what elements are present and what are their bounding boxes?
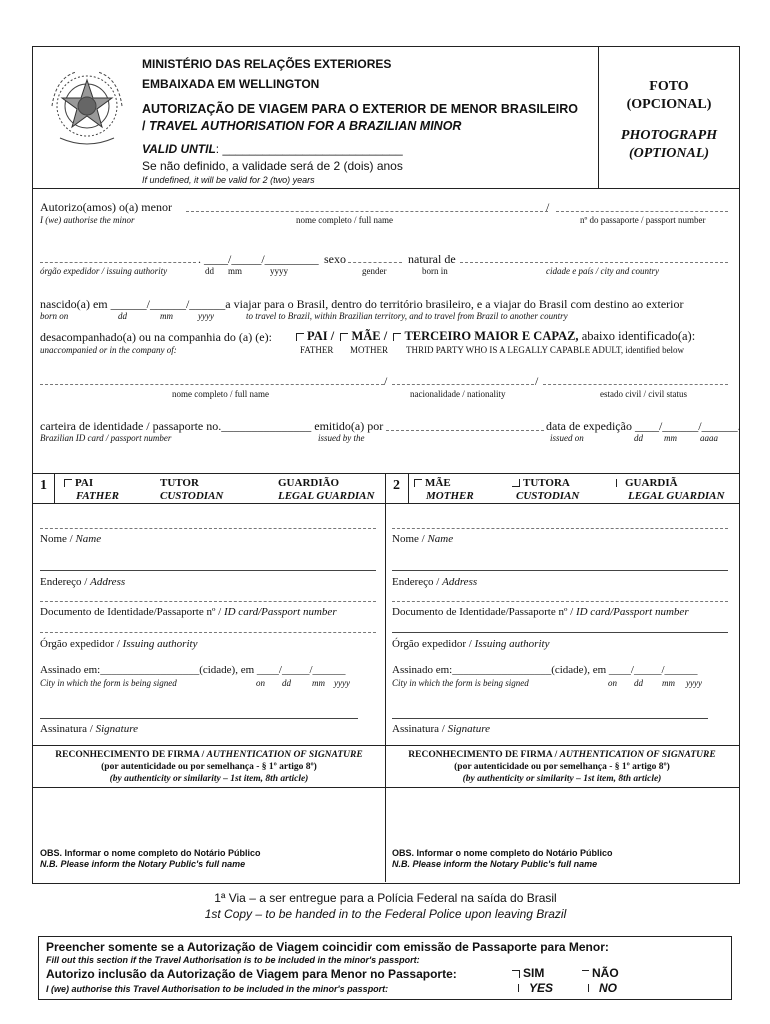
valid-until: VALID UNTIL: ___________________________ <box>142 142 403 156</box>
parent1-signed-at: Assinado em:__________________(cidade), em ____/_____/______ <box>40 664 346 676</box>
auth-box-1: RECONHECIMENTO DE FIRMA / AUTHENTICATION OF SIGNATURE (por autenticidade ou por semelhança - § 1º artigo 8º) (by authenticity or similarity – 1st item, 8th article) <box>55 750 363 784</box>
parent2-signature-field[interactable] <box>392 718 708 719</box>
photo-box: FOTO (OPCIONAL) PHOTOGRAPH (OPTIONAL) <box>620 79 718 161</box>
ministry-title: MINISTÉRIO DAS RELAÇÕES EXTERIORES <box>142 57 392 71</box>
parent2-doc-field[interactable] <box>392 601 728 602</box>
issued-by-field[interactable] <box>386 430 544 431</box>
parent-1-number: 1 <box>40 478 47 493</box>
pai-checkbox[interactable] <box>296 333 304 341</box>
authorise-label: Autorizo(amos) o(a) menor <box>40 200 172 214</box>
notary-note-2: OBS. Informar o nome completo do Notário Público N.B. Please inform the Notary Public's full name <box>392 848 613 869</box>
birthplace-field[interactable] <box>460 262 728 263</box>
tutora-option[interactable]: TUTORA <box>512 477 570 489</box>
parent1-signature-field[interactable] <box>40 718 358 719</box>
tutor-option[interactable]: TUTOR <box>160 477 199 489</box>
mae-option[interactable]: MÃE <box>414 477 451 489</box>
minor-passport-field[interactable] <box>556 211 728 212</box>
auth-box-2: RECONHECIMENTO DE FIRMA / AUTHENTICATION OF SIGNATURE (por autenticidade ou por semelhança - § 1º artigo 8º) (by authenticity or similarity – 1st item, 8th article) <box>408 750 716 784</box>
column-divider <box>385 473 386 882</box>
full-name-caption: nome completo / full name <box>296 215 393 225</box>
pai-option[interactable]: PAI <box>64 477 93 489</box>
companion-options: PAI / MÃE / TERCEIRO MAIOR E CAPAZ, abaixo identificado(a): <box>296 329 695 344</box>
guardia-option[interactable]: GUARDIÃ <box>616 477 678 489</box>
parent2-address-field[interactable] <box>392 570 728 571</box>
guardiao-option[interactable]: GUARDIÃO <box>278 477 340 489</box>
third-party-nationality-field[interactable] <box>392 384 534 385</box>
parent1-name-field[interactable] <box>40 528 376 529</box>
third-party-name-field[interactable] <box>40 384 384 385</box>
parent1-doc-field[interactable] <box>40 601 376 602</box>
gender-field[interactable] <box>348 262 402 263</box>
parent2-signed-at: Assinado em:__________________(cidade), em ____/_____/______ <box>392 664 698 676</box>
embassy-title: EMBAIXADA EM WELLINGTON <box>142 77 320 91</box>
coat-of-arms-emblem <box>46 66 128 150</box>
parent2-name-field[interactable] <box>392 528 728 529</box>
born-travel-text: nascido(a) em ______/______/______a viajar para o Brasil, dentro do território brasileiro, e a viajar do Brasil com destino ao exterior <box>40 297 684 311</box>
parent1-authority-field[interactable] <box>40 632 376 633</box>
sim-option[interactable]: SIM <box>512 966 544 980</box>
notary-note-1: OBS. Informar o nome completo do Notário Público N.B. Please inform the Notary Public's full name <box>40 848 261 869</box>
form-title: AUTORIZAÇÃO DE VIAGEM PARA O EXTERIOR DE MENOR BRASILEIRO / TRAVEL AUTHORISATION FOR A BRAZILIAN MINOR <box>142 102 578 133</box>
copy-note: 1ª Via – a ser entregue para a Polícia Federal na saída do Brasil 1st Copy – to be handed in to the Federal Police upon leaving Brazil <box>204 891 567 921</box>
parent1-address-field[interactable] <box>40 570 376 571</box>
minor-name-field[interactable] <box>186 211 548 212</box>
validity-note-pt: Se não definido, a validade será de 2 (dois) anos <box>142 159 403 173</box>
header-divider <box>32 188 739 189</box>
parent2-authority-field[interactable] <box>392 632 728 633</box>
validity-note-en: If undefined, it will be valid for 2 (two) years <box>142 175 315 185</box>
nao-option[interactable]: NÃO <box>582 966 619 980</box>
photo-divider <box>598 46 599 188</box>
mae-checkbox[interactable] <box>340 333 348 341</box>
third-party-civil-status-field[interactable] <box>543 384 728 385</box>
terceiro-checkbox[interactable] <box>393 333 401 341</box>
issuing-authority-field[interactable] <box>40 262 196 263</box>
parent-2-number: 2 <box>393 478 400 493</box>
